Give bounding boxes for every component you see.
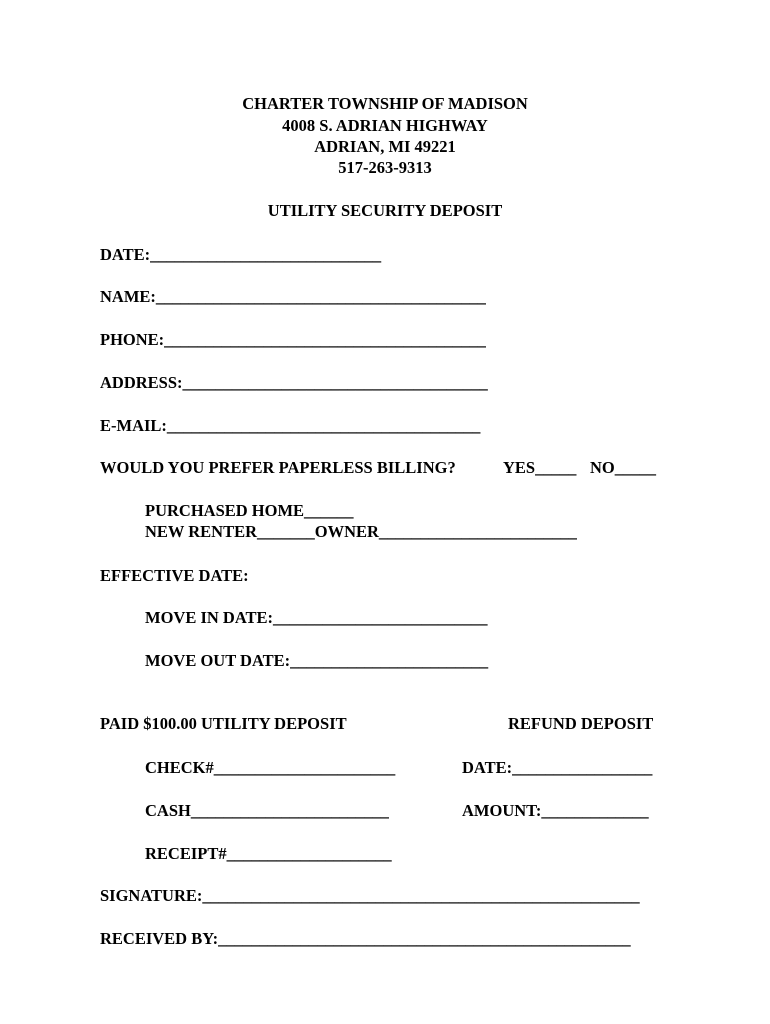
refund-date-field[interactable]: DATE:_________________ — [462, 758, 653, 777]
check-number-field[interactable]: CHECK#______________________ — [145, 758, 396, 777]
address-field[interactable]: ADDRESS:_____________________________________ — [100, 373, 488, 392]
org-street: 4008 S. ADRIAN HIGHWAY — [282, 116, 488, 135]
receipt-number-field[interactable]: RECEIPT#____________________ — [145, 844, 392, 863]
renter-owner-field[interactable]: NEW RENTER_______OWNER________________________ — [145, 522, 577, 541]
org-phone: 517-263-9313 — [338, 158, 432, 177]
cash-field[interactable]: CASH________________________ — [145, 801, 389, 820]
move-in-date-field[interactable]: MOVE IN DATE:__________________________ — [145, 608, 488, 627]
name-field[interactable]: NAME:________________________________________ — [100, 287, 486, 306]
paperless-no-field[interactable]: NO_____ — [590, 458, 656, 477]
paperless-yes-field[interactable]: YES_____ — [503, 458, 577, 477]
effective-date-label: EFFECTIVE DATE: — [100, 566, 249, 585]
form-title: UTILITY SECURITY DEPOSIT — [267, 201, 503, 220]
paperless-question: WOULD YOU PREFER PAPERLESS BILLING? — [100, 458, 456, 477]
email-field[interactable]: E-MAIL:______________________________________ — [100, 416, 481, 435]
org-city: ADRIAN, MI 49221 — [314, 137, 456, 156]
move-out-date-field[interactable]: MOVE OUT DATE:________________________ — [145, 651, 489, 670]
signature-field[interactable]: SIGNATURE:_____________________________________________________ — [100, 886, 640, 905]
paid-deposit-label: PAID $100.00 UTILITY DEPOSIT — [100, 714, 347, 733]
org-name: CHARTER TOWNSHIP OF MADISON — [242, 94, 528, 113]
purchased-home-field[interactable]: PURCHASED HOME______ — [145, 501, 354, 520]
received-by-field[interactable]: RECEIVED BY:__________________________________________________ — [100, 929, 631, 948]
date-field[interactable]: DATE:____________________________ — [100, 245, 382, 264]
refund-amount-field[interactable]: AMOUNT:_____________ — [462, 801, 649, 820]
phone-field[interactable]: PHONE:_______________________________________ — [100, 330, 486, 349]
refund-deposit-label: REFUND DEPOSIT — [508, 714, 654, 733]
